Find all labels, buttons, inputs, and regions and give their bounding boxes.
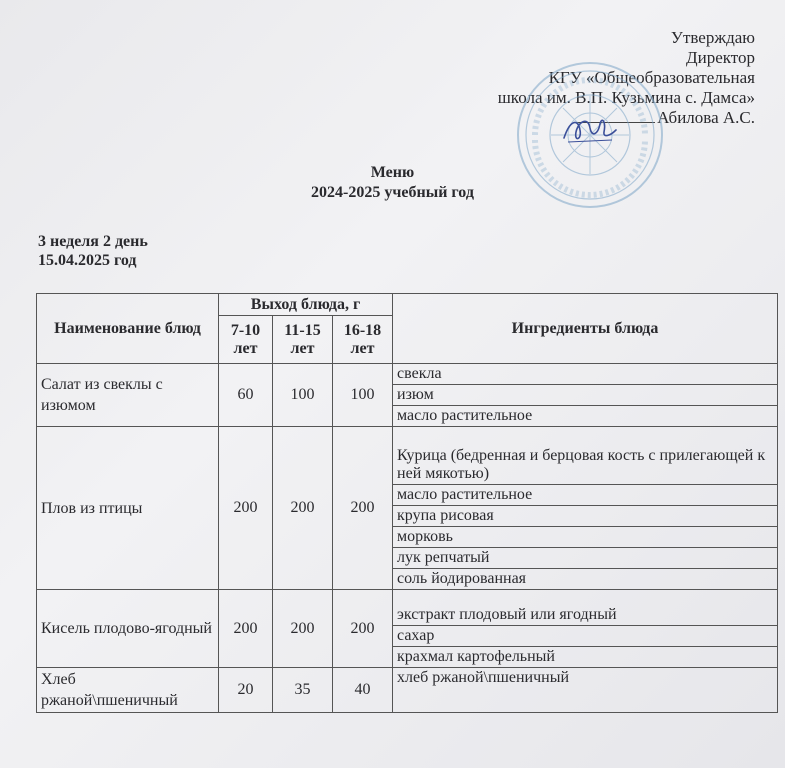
dish-name: Плов из птицы — [37, 427, 219, 590]
ingredient: крупа рисовая — [393, 506, 778, 527]
ingredient: морковь — [393, 527, 778, 548]
dish-output-7-10: 20 — [219, 668, 273, 713]
ingredient: масло растительное — [393, 485, 778, 506]
week-info — [38, 232, 148, 270]
ingredient: крахмал картофельный — [393, 647, 778, 668]
header-dish-name: Наименование блюд — [37, 294, 219, 364]
ingredient: изюм — [393, 385, 778, 406]
ingredient: Курица (бедренная и берцовая кость с прилегающей к ней мякотью) — [393, 427, 778, 485]
dish-name: Хлеб ржаной\пшеничный — [37, 668, 219, 713]
header-age-7-10: 7-10 лет — [219, 316, 273, 364]
ingredient: свекла — [393, 364, 778, 385]
dish-output-16-18: 40 — [333, 668, 393, 713]
dish-output-16-18: 200 — [333, 590, 393, 668]
ingredient: сахар — [393, 626, 778, 647]
page-title — [0, 163, 785, 203]
week-date: 15.04.2025 год — [38, 252, 137, 269]
ingredient: лук репчатый — [393, 548, 778, 569]
ingredient: хлеб ржаной\пшеничный — [393, 668, 778, 713]
ingredient: масло растительное — [393, 406, 778, 427]
dish-output-16-18: 100 — [333, 364, 393, 427]
approval-line: Утверждаю — [670, 28, 755, 47]
ingredient: соль йодированная — [393, 569, 778, 590]
dish-output-7-10: 60 — [219, 364, 273, 427]
dish-output-11-15: 200 — [273, 590, 333, 668]
header-ingredients: Ингредиенты блюда — [393, 294, 778, 364]
header-age-16-18: 16-18 лет — [333, 316, 393, 364]
signature-icon — [560, 112, 620, 146]
menu-table — [36, 293, 778, 713]
dish-name: Кисель плодово-ягодный — [37, 590, 219, 668]
title-menu: Меню — [370, 164, 415, 181]
ingredient: экстракт плодовый или ягодный — [393, 590, 778, 626]
approval-org-name: школа им. В.П. Кузьмина с. Дамса» — [497, 88, 755, 107]
approval-position: Директор — [686, 48, 755, 67]
approval-org: КГУ «Общеобразовательная — [548, 68, 755, 87]
approval-signer: Абилова А.С. — [657, 108, 755, 127]
dish-output-11-15: 100 — [273, 364, 333, 427]
dish-output-11-15: 200 — [273, 427, 333, 590]
dish-output-7-10: 200 — [219, 427, 273, 590]
week-label: 3 неделя 2 день — [38, 233, 148, 250]
dish-output-16-18: 200 — [333, 427, 393, 590]
dish-output-11-15: 35 — [273, 668, 333, 713]
dish-name: Салат из свеклы с изюмом — [37, 364, 219, 427]
header-output: Выход блюда, г — [219, 294, 393, 316]
title-year: 2024-2025 учебный год — [311, 184, 474, 201]
header-age-11-15: 11-15 лет — [273, 316, 333, 364]
dish-output-7-10: 200 — [219, 590, 273, 668]
